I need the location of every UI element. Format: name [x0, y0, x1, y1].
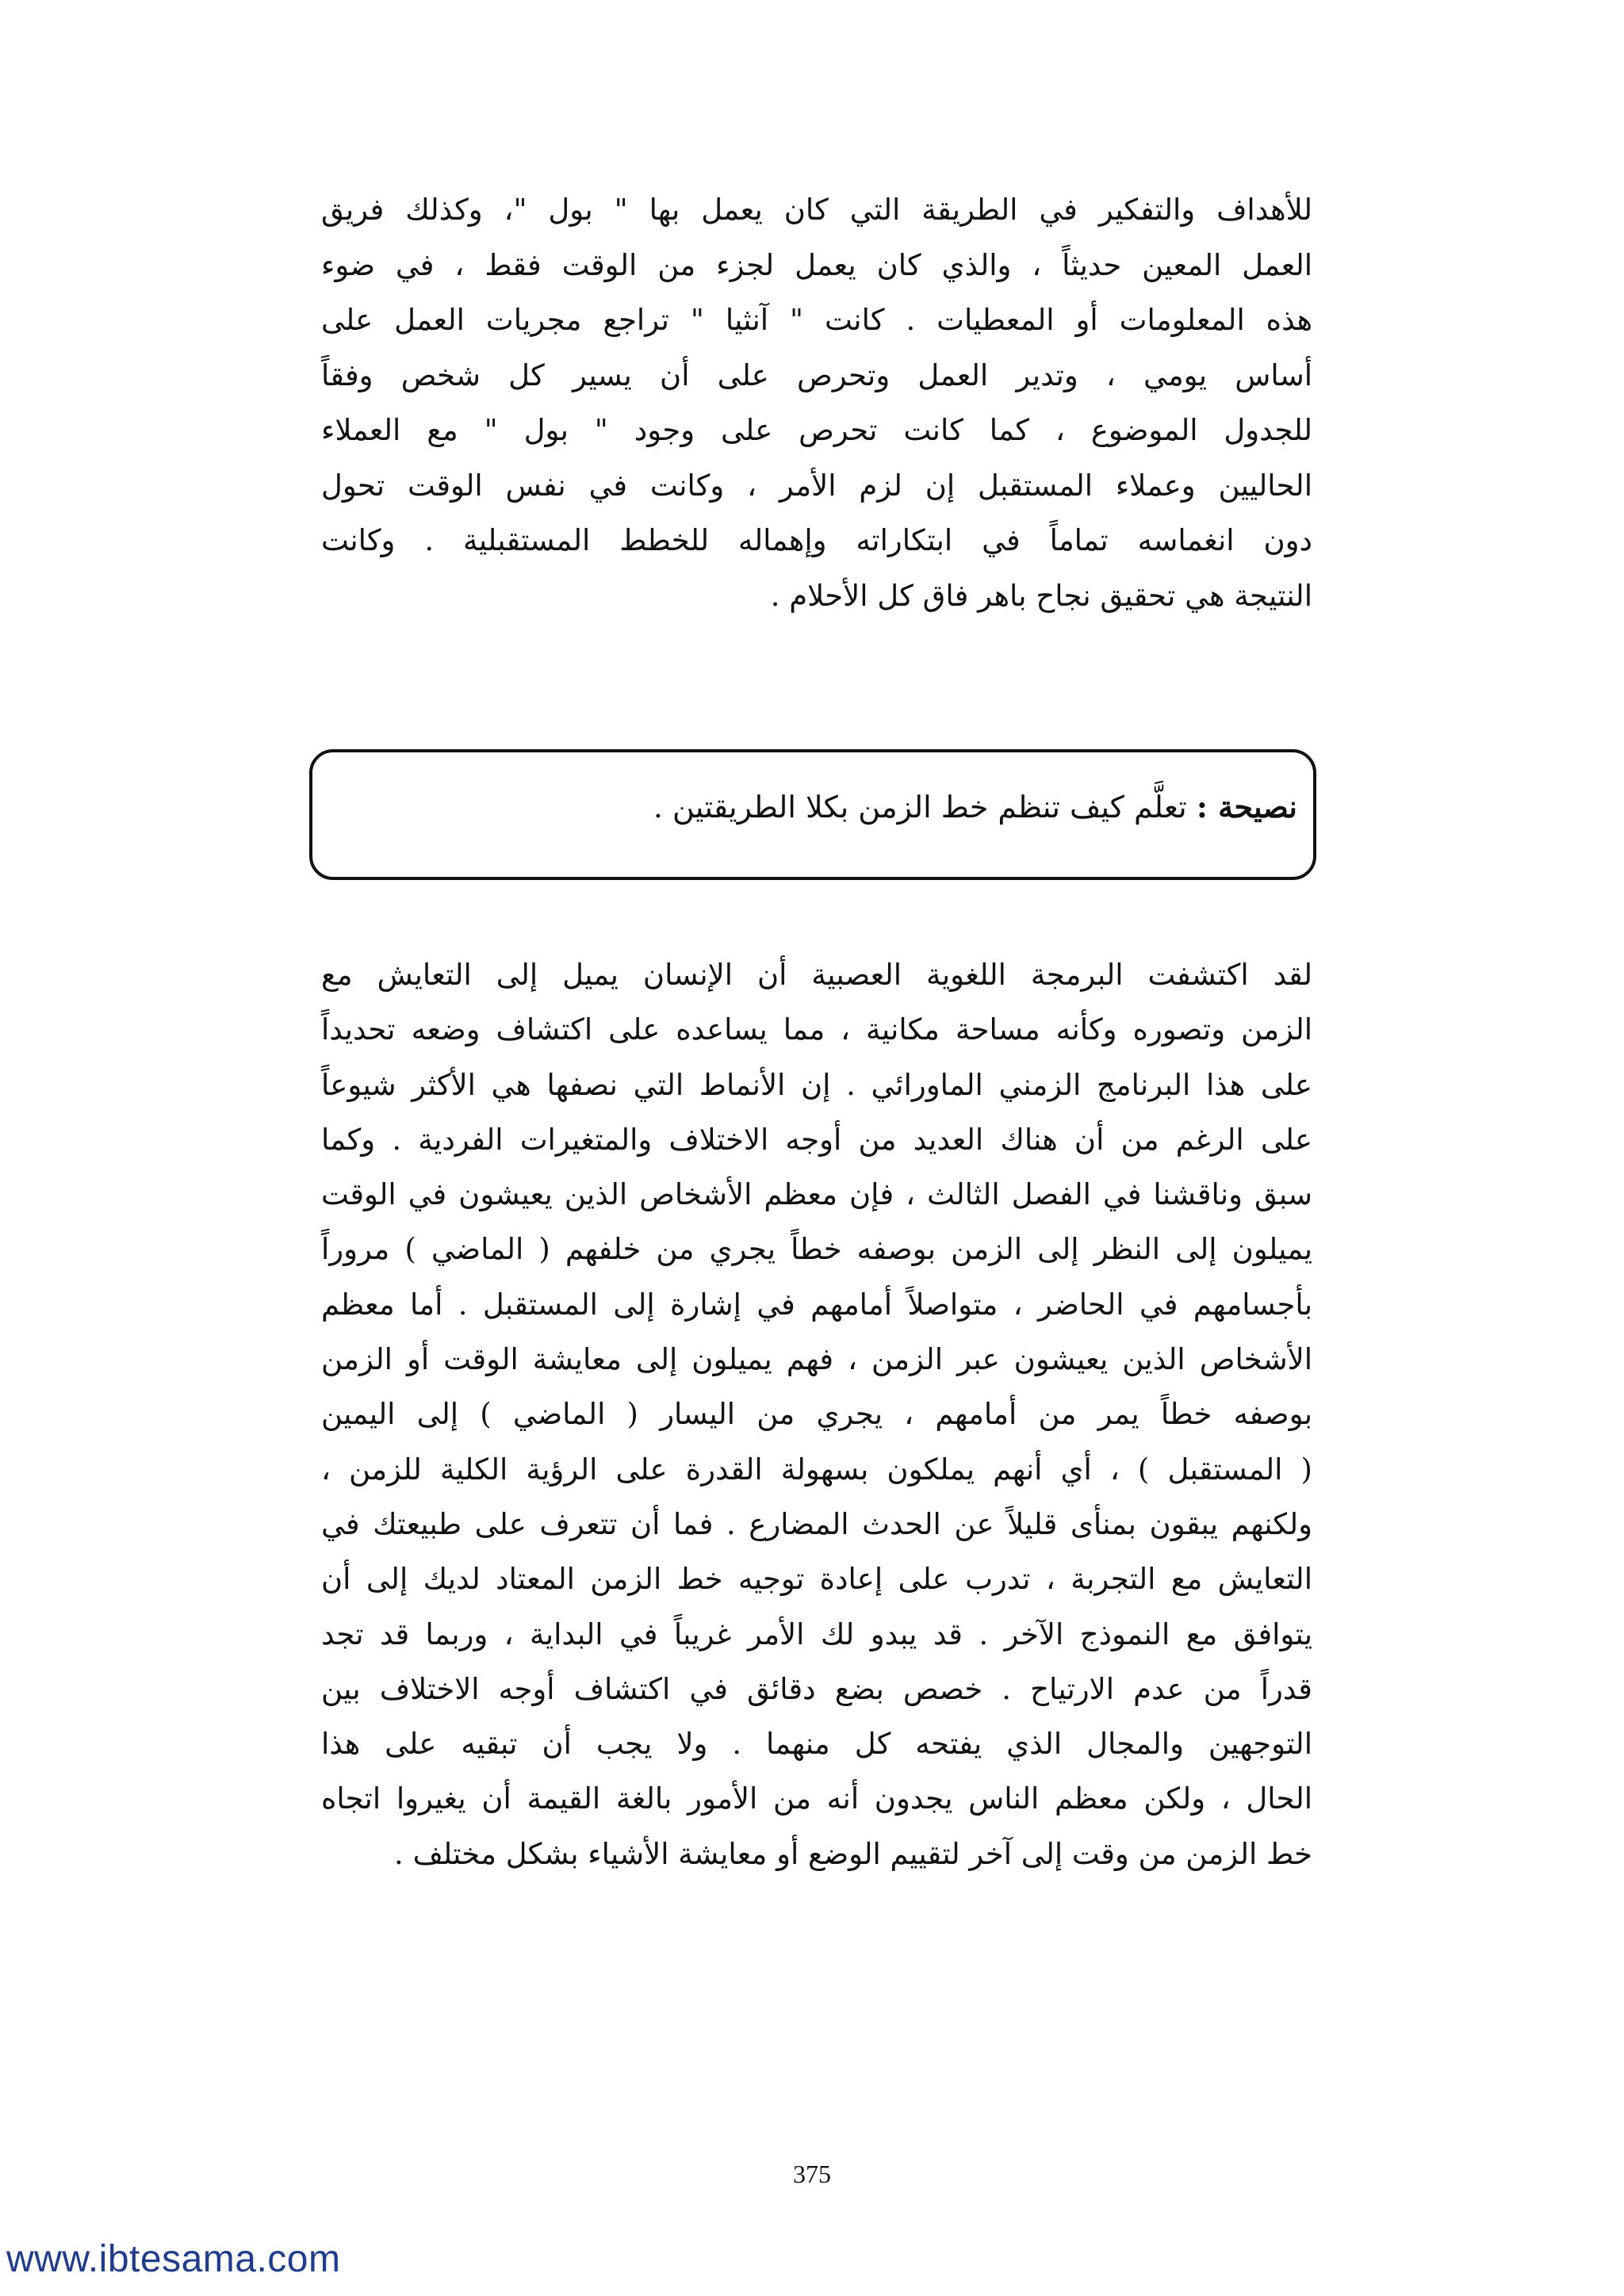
paragraph-line: سبق وناقشنا في الفصل الثالث ، فإن معظم الأشخاص الذين يعيشون في الوقت [321, 1177, 1312, 1212]
paragraph-line: التوجهين والمجال الذي يفتحه كل منهما . ولا يجب أن تبقيه على هذا [321, 1727, 1312, 1762]
paragraph-line: خط الزمن من وقت إلى آخر لتقييم الوضع أو معايشة الأشياء بشكل مختلف . [394, 1836, 1312, 1871]
paragraph-line: ولكنهم يبقون بمنأى قليلاً عن الحدث المضارع . فما أن تتعرف على طبيعتك في [321, 1506, 1312, 1541]
paragraph-line: دون انغماسه تماماً في ابتكاراته وإهماله للخطط المستقبلية . وكانت [321, 523, 1312, 557]
paragraph-line: بوصفه خطاً يمر من أمامهم ، يجري من اليسار ( الماضي ) إلى اليمين [321, 1397, 1312, 1432]
tip-text: تعلَّم كيف تنظم خط الزمن بكلا الطريقتين . [653, 790, 1187, 825]
paragraph-line: الأشخاص الذين يعيشون عبر الزمن ، فهم يميلون إلى معايشة الوقت أو الزمن [321, 1342, 1312, 1377]
tip-label: نصيحة : [1196, 789, 1297, 825]
paragraph-line: يتوافق مع النموذج الآخر . قد يبدو لك الأمر غريباً في البداية ، وربما قد تجد [321, 1617, 1312, 1651]
paragraph-line: هذه المعلومات أو المعطيات . كانت " آنثيا " تراجع مجريات العمل على [321, 303, 1312, 337]
paragraph-line: قدراً من عدم الارتياح . خصص بضع دقائق في اكتشاف أوجه الاختلاف بين [321, 1671, 1312, 1706]
page-number: 375 [793, 2160, 831, 2188]
paragraph-line: ( المستقبل ) ، أي أنهم يملكون بسهولة القدرة على الرؤية الكلية للزمن ، [321, 1452, 1312, 1487]
paragraph-line: أساس يومي ، وتدير العمل وتحرص على أن يسير كل شخص وفقاً [321, 358, 1312, 392]
paragraph-line: لقد اكتشفت البرمجة اللغوية العصبية أن الإنسان يميل إلى التعايش مع [321, 958, 1312, 992]
paragraph-line: الحاليين وعملاء المستقبل إن لزم الأمر ، وكانت في نفس الوقت تحول [321, 468, 1312, 503]
paragraph-line: الزمن وتصوره وكأنه مساحة مكانية ، مما يساعده على اكتشاف وضعه تحديداً [321, 1012, 1312, 1047]
paragraph-1 [321, 182, 1312, 623]
paragraph-line: للأهداف والتفكير في الطريقة التي كان يعمل بها " بول "، وكذلك فريق [321, 193, 1312, 227]
paragraph-line: بأجسامهم في الحاضر ، متواصلاً أمامهم في إشارة إلى المستقبل . أما معظم [321, 1287, 1312, 1322]
paragraph-line: يميلون إلى النظر إلى الزمن بوصفه خطاً يجري من خلفهم ( الماضي ) مروراً [321, 1232, 1312, 1267]
watermark-link[interactable]: www.ibtesama.com [6, 2238, 341, 2280]
paragraph-line: على الرغم من أن هناك العديد من أوجه الاختلاف والمتغيرات الفردية . وكما [321, 1122, 1312, 1157]
paragraph-line: النتيجة هي تحقيق نجاح باهر فاق كل الأحلام . [770, 578, 1312, 613]
paragraph-line: العمل المعين حديثاً ، والذي كان يعمل لجزء من الوقت فقط ، في ضوء [321, 247, 1312, 282]
paragraph-line: على هذا البرنامج الزمني الماورائي . إن الأنماط التي نصفها هي الأكثر شيوعاً [321, 1067, 1312, 1102]
paragraph-line: الحال ، ولكن معظم الناس يجدون أنه من الأمور بالغة القيمة أن يغيروا اتجاه [321, 1781, 1312, 1816]
paragraph-line: التعايش مع التجربة ، تدرب على إعادة توجيه خط الزمن المعتاد لديك إلى أن [321, 1562, 1312, 1597]
tip-content [653, 789, 1297, 825]
tip-box [309, 749, 1316, 880]
paragraph-line: للجدول الموضوع ، كما كانت تحرص على وجود " بول " مع العملاء [321, 413, 1312, 447]
paragraph-2 [321, 947, 1312, 1881]
